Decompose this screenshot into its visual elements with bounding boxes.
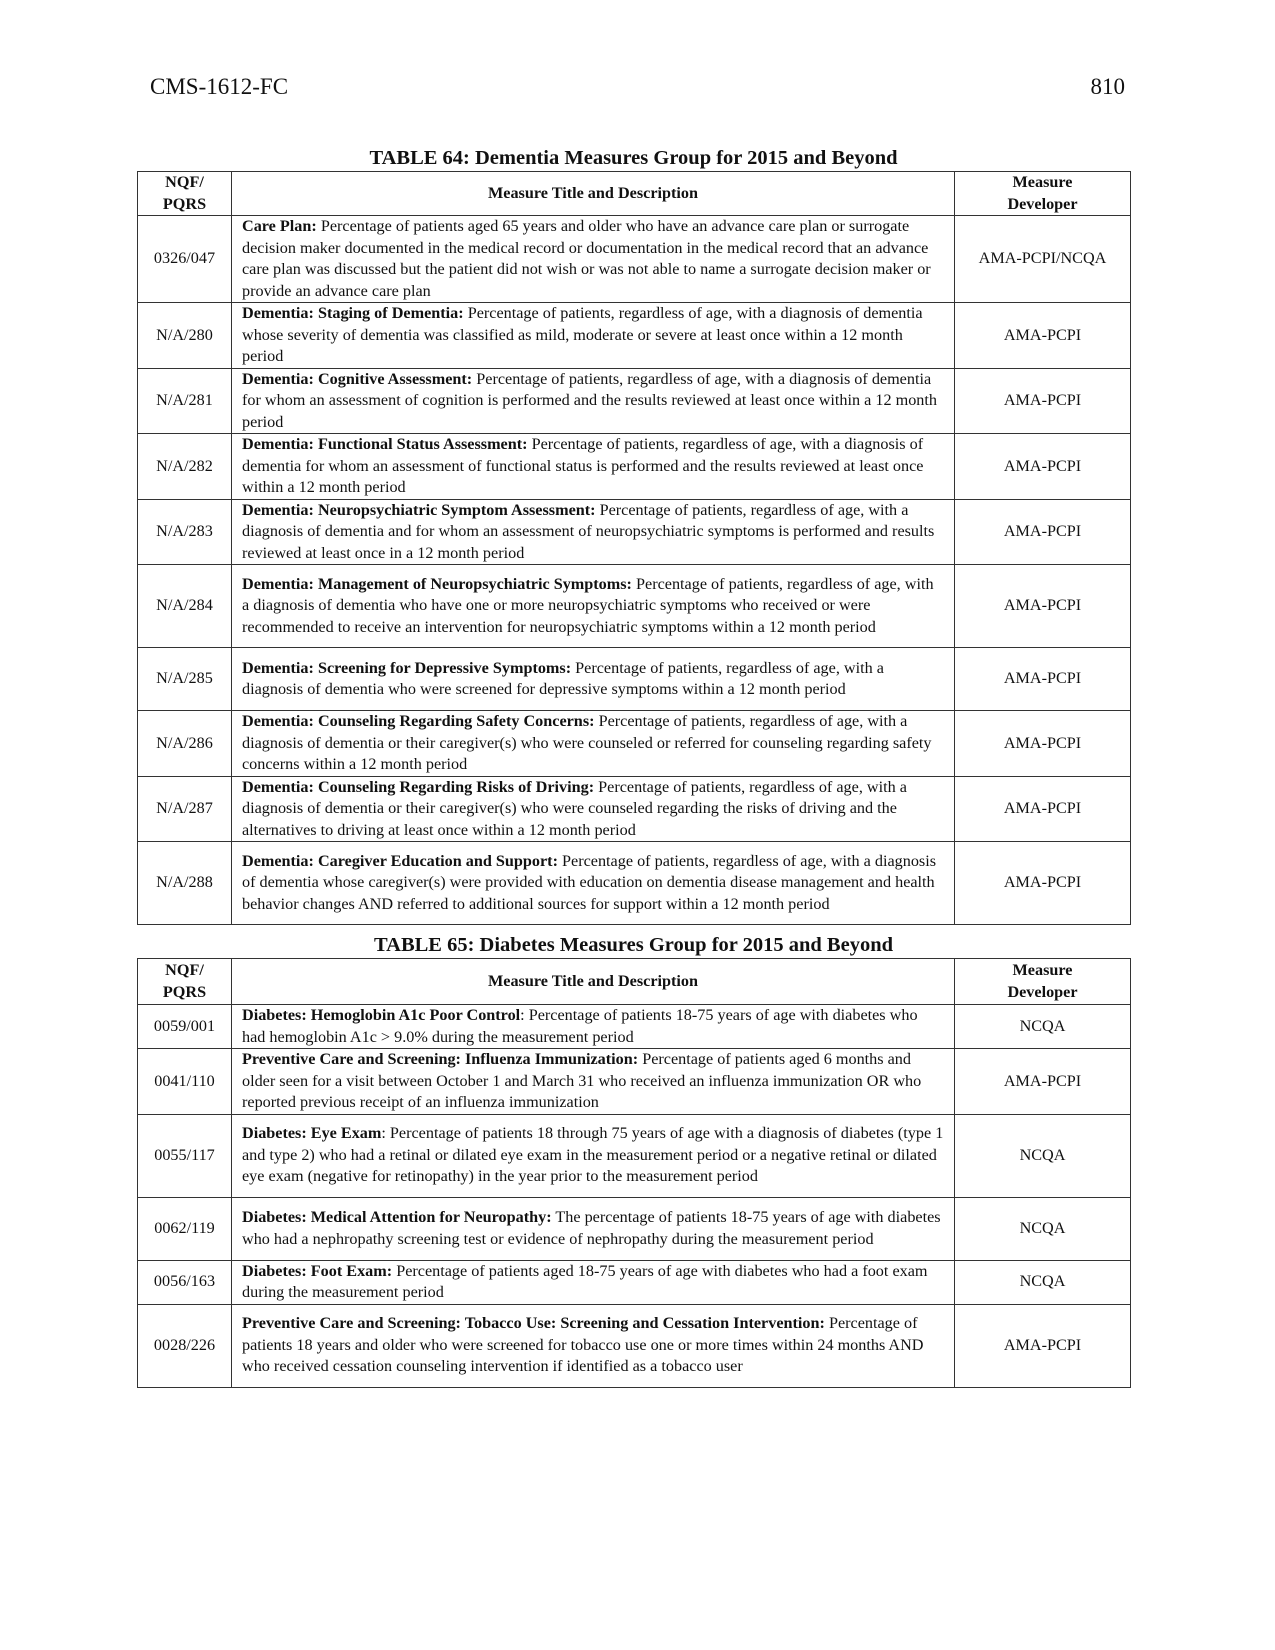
measure-description-cell <box>232 303 955 369</box>
measure-title: Dementia: Management of Neuropsychiatric Symptoms: <box>242 574 632 593</box>
measure-developer: AMA-PCPI <box>955 648 1131 711</box>
measure-description-cell <box>232 216 955 303</box>
measure-code: 0059/001 <box>138 1005 232 1049</box>
measure-code: 0055/117 <box>138 1114 232 1197</box>
measure-description: Percentage of patients, regardless of age, with a diagnosis of dementia and for whom an assessment of neuropsychiatric symptoms is performed and results reviewed at least once in a 12 month period <box>242 500 935 562</box>
measure-description-cell <box>232 1304 955 1387</box>
measure-description-cell <box>232 368 955 434</box>
table-row <box>138 1260 1131 1304</box>
measure-developer: AMA-PCPI <box>955 499 1131 565</box>
measure-developer: AMA-PCPI <box>955 368 1131 434</box>
measure-developer: AMA-PCPI <box>955 711 1131 777</box>
table-title: TABLE 65: Diabetes Measures Group for 2015 and Beyond <box>374 934 893 956</box>
table-row <box>138 1304 1131 1387</box>
table-dementia-measures <box>137 145 1130 925</box>
measures-table <box>137 171 1131 925</box>
measure-developer: AMA-PCPI <box>955 1049 1131 1115</box>
measure-code: N/A/283 <box>138 499 232 565</box>
measure-title: Dementia: Counseling Regarding Risks of Driving: <box>242 777 595 796</box>
table-row <box>138 842 1131 925</box>
measure-title: Diabetes: Eye Exam <box>242 1124 382 1143</box>
measure-description: Percentage of patients aged 18-75 years of age with diabetes who had a foot exam during the measurement period <box>242 1261 928 1301</box>
measure-description: Percentage of patients aged 6 months and older seen for a visit between October 1 and March 31 who received an influenza immunization OR who reported previous receipt of an influenza immunization <box>242 1050 922 1111</box>
measure-title: Dementia: Screening for Depressive Symptoms: <box>242 658 572 677</box>
table-row <box>138 565 1131 648</box>
measure-code: N/A/285 <box>138 648 232 711</box>
page-number: 810 <box>1090 74 1125 99</box>
table-row <box>138 776 1131 842</box>
header-measure-title: Measure Title and Description <box>232 172 955 216</box>
table-header-row <box>138 172 1131 216</box>
measure-description: Percentage of patients, regardless of age, with a diagnosis of dementia who have one or more neuropsychiatric symptoms who received or were recommended to receive an intervention for neuropsychiatric symptoms within a 12 month period <box>242 574 934 636</box>
measure-code: N/A/281 <box>138 368 232 434</box>
table-row <box>138 648 1131 711</box>
measure-description: Percentage of patients, regardless of age, with a diagnosis of dementia for whom an assessment of cognition is performed and the results reviewed at least once within a 12 month period <box>242 369 937 431</box>
table-header-row <box>138 959 1131 1005</box>
table-row <box>138 303 1131 369</box>
measure-code: 0028/226 <box>138 1304 232 1387</box>
measure-title: Preventive Care and Screening: Influenza Immunization: <box>242 1050 639 1068</box>
measure-title: Preventive Care and Screening: Tobacco Use: Screening and Cessation Intervention: <box>242 1314 825 1333</box>
measure-code: N/A/284 <box>138 565 232 648</box>
measure-description-cell <box>232 499 955 565</box>
measure-description-cell <box>232 1197 955 1260</box>
measure-description-cell <box>232 776 955 842</box>
measure-code: N/A/280 <box>138 303 232 369</box>
table-row <box>138 1005 1131 1049</box>
table-diabetes-measures <box>137 932 1130 1388</box>
measure-title: Dementia: Caregiver Education and Support: <box>242 851 558 870</box>
measure-description-cell <box>232 711 955 777</box>
table-row <box>138 1197 1131 1260</box>
measure-description-cell <box>232 434 955 500</box>
measure-code: 0041/110 <box>138 1049 232 1115</box>
measure-description-cell <box>232 1114 955 1197</box>
measure-description: Percentage of patients, regardless of age, with a diagnosis of dementia whose caregiver(s) were provided with education on dementia disease management and health behavior changes AND referred to additional sources for support within a 12 month period <box>242 851 937 913</box>
document-id: CMS-1612-FC <box>150 74 289 99</box>
measure-title: Care Plan: <box>242 217 317 235</box>
measure-developer: AMA-PCPI <box>955 1304 1131 1387</box>
table-title: TABLE 64: Dementia Measures Group for 2015 and Beyond <box>369 147 898 169</box>
measure-title: Diabetes: Foot Exam: <box>242 1261 393 1280</box>
header-measure-title: Measure Title and Description <box>232 959 955 1005</box>
measure-description-cell <box>232 1049 955 1115</box>
header-measure-developer: Measure Developer <box>955 172 1131 216</box>
measure-description: Percentage of patients 18 years and older who were screened for tobacco use one or more times within 24 months AND who received cessation counseling intervention if identified as a tobacco user <box>242 1314 924 1376</box>
measure-description-cell <box>232 842 955 925</box>
measure-developer: AMA-PCPI <box>955 565 1131 648</box>
measure-title: Dementia: Functional Status Assessment: <box>242 435 528 453</box>
measures-table <box>137 958 1131 1388</box>
measure-code: N/A/287 <box>138 776 232 842</box>
table-row <box>138 711 1131 777</box>
measure-description: Percentage of patients, regardless of age, with a diagnosis of dementia who were screened for depressive symptoms within a 12 month period <box>242 658 884 698</box>
measure-title: Dementia: Staging of Dementia: <box>242 304 464 322</box>
header-measure-developer: Measure Developer <box>955 959 1131 1005</box>
measure-description: Percentage of patients, regardless of age, with a diagnosis of dementia or their caregiver(s) who were counseled regarding the risks of driving and the alternatives to driving at least once within a 12 month period <box>242 777 907 839</box>
measure-title: Dementia: Neuropsychiatric Symptom Assessment: <box>242 500 596 519</box>
table-row <box>138 368 1131 434</box>
measure-description: Percentage of patients, regardless of age, with a diagnosis of dementia for whom an assessment of functional status is performed and the results reviewed at least once within a 12 month period <box>242 435 924 496</box>
measure-code: 0062/119 <box>138 1197 232 1260</box>
measure-developer: AMA-PCPI/NCQA <box>955 216 1131 303</box>
measure-developer: AMA-PCPI <box>955 434 1131 500</box>
measure-developer: AMA-PCPI <box>955 303 1131 369</box>
measure-description-cell <box>232 648 955 711</box>
measure-code: N/A/286 <box>138 711 232 777</box>
measure-description-cell <box>232 1260 955 1304</box>
measure-developer: NCQA <box>955 1114 1131 1197</box>
measure-title: Dementia: Counseling Regarding Safety Concerns: <box>242 712 595 730</box>
table-row <box>138 1049 1131 1115</box>
measure-code: 0056/163 <box>138 1260 232 1304</box>
measure-description: Percentage of patients, regardless of age, with a diagnosis of dementia whose severity of dementia was classified as mild, moderate or severe at least once within a 12 month period <box>242 304 923 365</box>
header-nqf-pqrs: NQF/ PQRS <box>138 172 232 216</box>
table-row <box>138 499 1131 565</box>
measure-developer: NCQA <box>955 1005 1131 1049</box>
table-row <box>138 434 1131 500</box>
measure-developer: AMA-PCPI <box>955 842 1131 925</box>
measure-title: Diabetes: Medical Attention for Neuropathy: <box>242 1208 552 1226</box>
measure-code: N/A/288 <box>138 842 232 925</box>
measure-title: Diabetes: Hemoglobin A1c Poor Control <box>242 1006 521 1024</box>
measure-description: Percentage of patients aged 65 years and older who have an advance care plan or surrogate decision maker documented in the medical record or documentation in the medical record that an advance care plan was discussed but the patient did not wish or was not able to name a surrogate decision maker or provide an advance care plan <box>242 217 931 300</box>
measure-developer: NCQA <box>955 1197 1131 1260</box>
measure-description-cell <box>232 565 955 648</box>
table-row <box>138 1114 1131 1197</box>
header-nqf-pqrs: NQF/ PQRS <box>138 959 232 1005</box>
measure-code: 0326/047 <box>138 216 232 303</box>
table-row <box>138 216 1131 303</box>
measure-code: N/A/282 <box>138 434 232 500</box>
measure-developer: NCQA <box>955 1260 1131 1304</box>
measure-description: : Percentage of patients 18-75 years of age with diabetes who had hemoglobin A1c > 9.0% during the measurement period <box>242 1006 918 1046</box>
measure-developer: AMA-PCPI <box>955 776 1131 842</box>
measure-title: Dementia: Cognitive Assessment: <box>242 369 473 388</box>
measure-description: : Percentage of patients 18 through 75 years of age with a diagnosis of diabetes (type 1 and type 2) who had a retinal or dilated eye exam in the measurement period or a negative retinal or dilated eye exam (negative for retinopathy) in the year prior to the measurement period <box>242 1124 944 1186</box>
measure-description: The percentage of patients 18-75 years of age with diabetes who had a nephropathy screening test or evidence of nephropathy during the measurement period <box>242 1208 941 1248</box>
measure-description-cell <box>232 1005 955 1049</box>
measure-description: Percentage of patients, regardless of age, with a diagnosis of dementia or their caregiver(s) who were counseled or referred for counseling regarding safety concerns within a 12 month period <box>242 712 932 773</box>
